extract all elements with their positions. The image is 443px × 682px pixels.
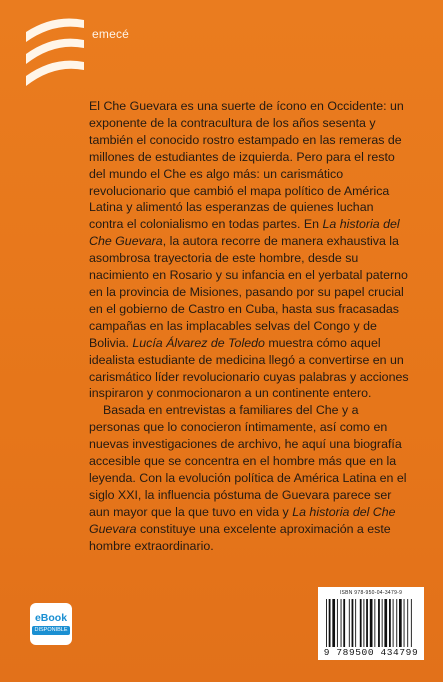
ebook-badge-title: eBook [34,612,68,624]
barcode-digits: 9 789500 434799 [323,647,419,658]
ebook-badge [30,603,72,645]
ebook-badge-subtitle: DISPONIBLE [34,627,68,633]
isbn-label: ISBN 978-950-04-3479-9 [339,590,403,596]
publisher-logo-icon [20,12,90,94]
synopsis-paragraph-2: Basada en entrevistas a familiares del Che y a personas que lo conocieron íntimamente, así como en nuevas investigaciones de archivo, he aquí una biografía accesible que se concentra en el hombre más que en la leyenda. Con la evolución política de América Latina en el siglo XXI, la influencia póstuma de Guevara parece ser aun mayor que la que tuvo en vida y La historia del Che Guevara constituye una excelente aproximación a este hombre extraordinario. [89,403,407,553]
barcode [318,587,424,660]
publisher-name: emecé [92,27,130,41]
barcode-bars-icon [326,599,416,647]
synopsis-text [89,98,409,554]
synopsis-paragraph-1: El Che Guevara es una suerte de ícono en Occidente: un exponente de la contracultura de los años sesenta y también el conocido rostro estampado en las remeras de millones de estudiantes de izquierda. Pero para el resto del mundo el Che es algo más: un carismático revolucionario que cambió el mapa político de América Latina y alimentó las esperanzas de quienes luchan contra el colonialismo en todas partes. En La historia del Che Guevara, la autora recorre de manera exhaustiva la asombrosa trayectoria de este hombre, desde su nacimiento en Rosario y su infancia en el yerbatal paterno en la provincia de Misiones, pasando por su papel crucial en el gobierno de Castro en Cuba, hasta sus fracasadas campañas en las implacables selvas del Congo y de Bolivia. Lucía Álvarez de Toledo muestra cómo aquel idealista estudiante de medicina llegó a convertirse en un carismático líder revolucionario cuyas palabras y acciones inspiraron y conmocionaron a un continente entero. [89,99,409,401]
